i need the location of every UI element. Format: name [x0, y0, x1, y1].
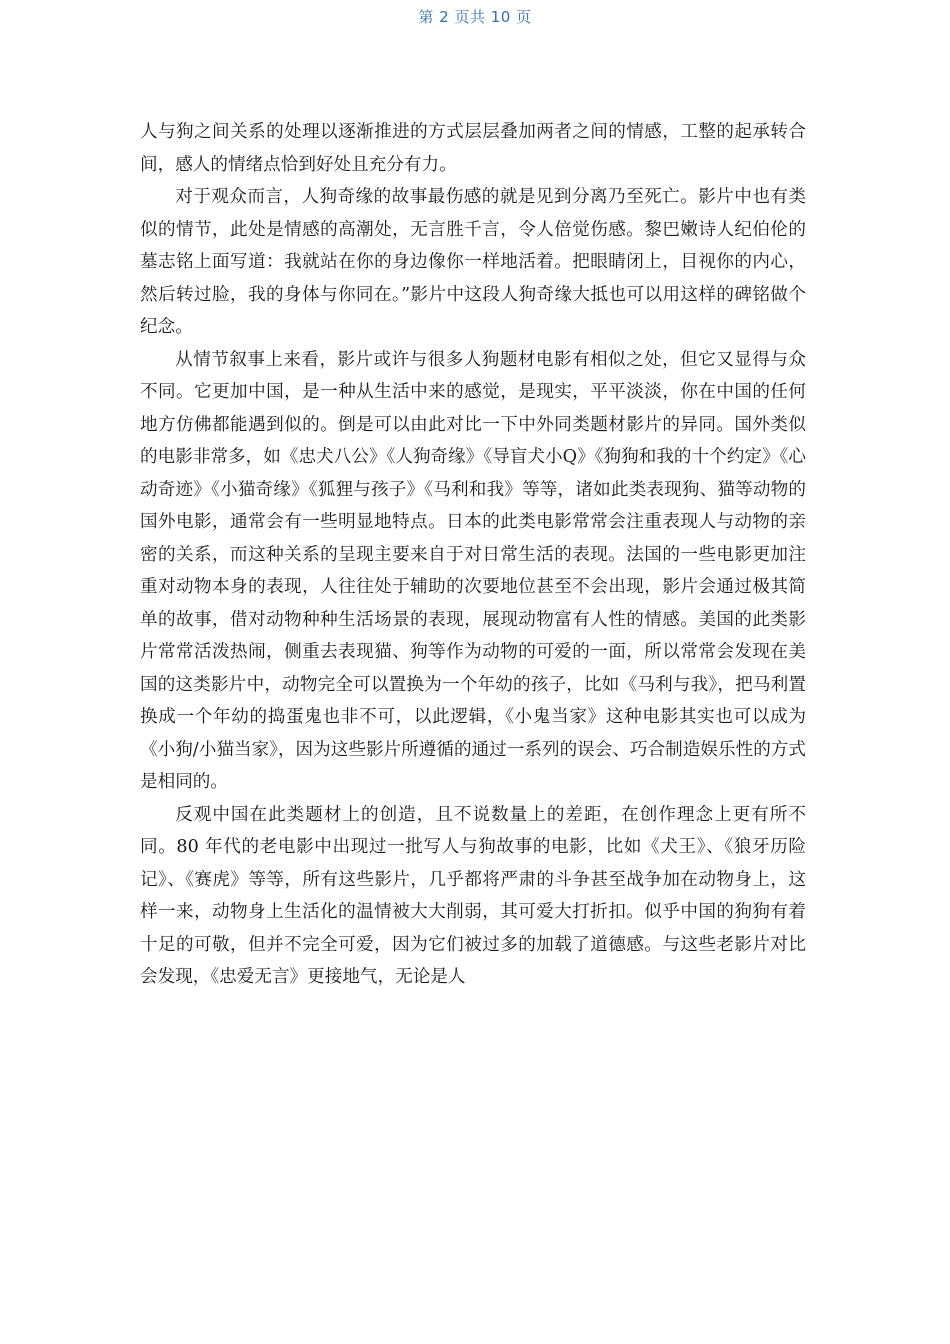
- paragraph: 从情节叙事上来看，影片或许与很多人狗题材电影有相似之处，但它又显得与众不同。它更加中国，是一种从生活中来的感觉，是现实，平平淡淡，你在中国的任何地方仿佛都能遇到似的。倒是可以由此对比一下中外同类题材影片的异同。国外类似的电影非常多，如《忠犬八公》《人狗奇缘》《导盲犬小Q》《狗狗和我的十个约定》《心动奇迹》《小猫奇缘》《狐狸与孩子》《马利和我》等等，诸如此类表现狗、猫等动物的国外电影，通常会有一些明显地特点。日本的此类电影常常会注重表现人与动物的亲密的关系，而这种关系的呈现主要来自于对日常生活的表现。法国的一些电影更加注重对动物本身的表现，人往往处于辅助的次要地位甚至不会出现，影片会通过极其简单的故事，借对动物种种生活场景的表现，展现动物富有人性的情感。美国的此类影片常常活泼热闹，侧重去表现猫、狗等作为动物的可爱的一面，所以常常会发现在美国的这类影片中，动物完全可以置换为一个年幼的孩子，比如《马利与我》，把马利置换成一个年幼的捣蛋鬼也非不可，以此逻辑，《小鬼当家》这种电影其实也可以成为《小狗/小猫当家》，因为这些影片所遵循的通过一系列的误会、巧合制造娱乐性的方式是相同的。: [140, 349, 806, 792]
- page-indicator: 第 2 页共 10 页: [418, 8, 532, 26]
- paragraph: 对于观众而言，人狗奇缘的故事最伤感的就是见到分离乃至死亡。影片中也有类似的情节，此处是情感的高潮处，无言胜千言，令人倍觉伤感。黎巴嫩诗人纪伯伦的墓志铭上面写道：我就站在你的身边像你一样地活着。把眼睛闭上，目视你的内心，然后转过脸，我的身体与你同在。”影片中这段人狗奇缘大抵也可以用这样的碑铭做个纪念。: [140, 187, 806, 337]
- paragraph: 反观中国在此类题材上的创造，且不说数量上的差距，在创作理念上更有所不同。80 年代的老电影中出现过一批写人与狗故事的电影，比如《犬王》、《狼牙历险记》、《赛虎》等等，所有这些影片，几乎都将严肃的斗争甚至战争加在动物身上，这样一来，动物身上生活化的温情被大大削弱，其可爱大打折扣。似乎中国的狗狗有着十足的可敬，但并不完全可爱，因为它们被过多的加载了道德感。与这些老影片对比会发现，《忠爱无言》更接地气，无论是人: [140, 804, 806, 987]
- paragraph-continuation: 人与狗之间关系的处理以逐渐推进的方式层层叠加两者之间的情感，工整的起承转合间，感人的情绪点恰到好处且充分有力。: [140, 122, 806, 175]
- document-body: [140, 116, 806, 994]
